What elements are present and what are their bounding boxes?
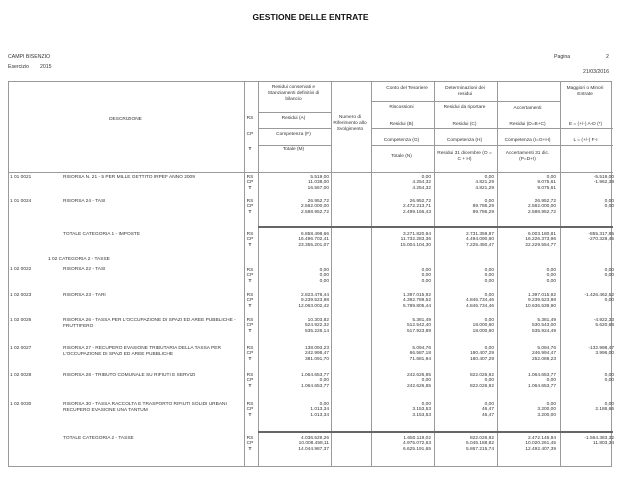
row-flag-t: T [248, 304, 252, 309]
row-flag-cp: CP [246, 204, 254, 209]
row-code: 1 01 0024 [10, 199, 32, 204]
value-d-cp: 246.994,47 [531, 351, 556, 356]
value-c-rs: 2.731.359,87 [465, 232, 494, 237]
value-a-rs: 0,00 [319, 268, 329, 273]
row-description: RISORSA 23 - TARI [63, 293, 106, 298]
row-code: 1 01 0021 [10, 175, 32, 180]
value-c-cp: 5.045.188,82 [465, 441, 494, 446]
row-flag-rs: RS [246, 318, 254, 323]
header-flag-rs: RS [246, 116, 254, 121]
value-c-rs: 0,00 [484, 318, 494, 323]
header-col-c-rs: Residui (C) [452, 122, 477, 127]
value-b-cp: 11.732.283,36 [400, 237, 431, 242]
value-d-rs: 1.064.653,77 [527, 373, 556, 378]
header-col-e-top: Maggiori o Minori Entrate [566, 86, 604, 97]
row-flag-t: T [248, 279, 252, 284]
report-title: GESTIONE DELLE ENTRATE [252, 12, 369, 22]
row-flag-t: T [248, 186, 252, 191]
value-b-cp: 66.587,18 [409, 351, 431, 356]
value-c-cp: 18.000,60 [472, 323, 494, 328]
row-flag-cp: CP [246, 180, 254, 185]
value-b-rs: 1.650.119,02 [403, 436, 431, 441]
value-d-t: 9.075,61 [537, 186, 556, 191]
value-a-cp: 16.496.702,41 [298, 237, 329, 242]
row-description: RISORSA 27 - RECUPERO EVASIONE TRIBUTARIA DELLA TASSA PER L'OCCUPAZIONE DI SPAZI ED AREE PUBBLICHE [63, 346, 221, 357]
row-flag-rs: RS [246, 346, 254, 351]
value-c-cp: 180.407,29 [469, 351, 494, 356]
value-d-t: 10.636.539,90 [525, 304, 556, 309]
header-col-c-cp: Competenza (H) [446, 138, 483, 143]
value-a-rs: 1.064.653,77 [300, 373, 329, 378]
page-label: Pagina [554, 54, 571, 60]
value-e-cp: 3.996,00 [595, 351, 614, 356]
header-col-e-rs: E = (+/-) A-D (*) [568, 122, 603, 127]
value-e-cp: -270.328,45 [588, 237, 614, 242]
value-b-rs: 5.381,49 [412, 318, 431, 323]
value-b-t: 0,00 [421, 279, 431, 284]
row-flag-cp: CP [246, 298, 254, 303]
row-description: RISORSA 28 - TRIBUTO COMUNALE SU RIFIUTI E SERVIZI [63, 373, 196, 378]
value-e-cp: 5.620,68 [595, 323, 614, 328]
row-code: 1 02 0027 [10, 346, 32, 351]
row-flag-cp: CP [246, 351, 254, 356]
header-col-d-cp: Competenza (I=G+H) [504, 138, 551, 143]
value-d-cp: 10.020.261,45 [525, 441, 556, 446]
row-flag-rs: RS [246, 402, 254, 407]
header-col-d-t: Accertamenti 31 dic. (P=D+I) [505, 151, 550, 162]
value-a-t: 1.013,34 [310, 413, 329, 418]
value-a-rs: 4.036.529,26 [300, 436, 329, 441]
value-b-t: 4.254,32 [412, 186, 431, 191]
value-e-cp: 0,00 [604, 378, 614, 383]
row-description: RISORSA 30 - TASSA RACCOLTA E TRASPORTO RIFIUTI SOLIDI URBANI RECUPERO EVASIONE UNA TANTUM [63, 402, 227, 413]
value-d-t: 252.089,23 [531, 357, 556, 362]
value-d-cp: 2.562.000,00 [527, 204, 556, 209]
value-b-rs: 26.952,72 [409, 199, 431, 204]
value-c-t: 46,47 [481, 413, 494, 418]
value-c-t: 0,00 [484, 279, 494, 284]
value-a-rs: 0,00 [319, 402, 329, 407]
value-a-cp: 11.038,00 [308, 180, 329, 185]
value-c-t: 89.786,29 [472, 210, 494, 215]
row-flag-t: T [248, 357, 252, 362]
value-c-cp: 4.821,29 [475, 180, 494, 185]
value-a-rs: 2.823.478,44 [300, 293, 329, 298]
row-code: 1 02 0026 [10, 318, 32, 323]
value-c-t: 5.867.215,74 [465, 447, 494, 452]
value-c-cp: 89.786,29 [472, 204, 494, 209]
row-flag-cp: CP [246, 237, 254, 242]
exercise-label: Esercizio [8, 64, 30, 70]
entity-name: CAMPI BISENZIO [8, 54, 51, 60]
header-descrizione: DESCRIZIONE [109, 117, 142, 122]
value-c-rs: 0,00 [484, 346, 494, 351]
category-heading: 1 02 CATEGORIA 2 - TASSE [48, 257, 110, 262]
value-a-cp: 524.922,32 [304, 323, 329, 328]
value-c-rs: 822.026,92 [469, 373, 494, 378]
header-col-c-t: Residui 31 dicembre (O = C + H) [437, 151, 492, 162]
value-c-t: 7.225.450,47 [465, 243, 494, 248]
row-description: RISORSA 24 - TASI [63, 199, 106, 204]
value-d-rs: 26.952,72 [534, 199, 556, 204]
value-e-cp: 0,00 [604, 298, 614, 303]
total-description: TOTALE CATEGORIA 2 - TASSE [63, 436, 134, 441]
value-e-cp: 0,00 [604, 204, 614, 209]
value-c-rs: 822.026,92 [469, 436, 494, 441]
value-d-t: 12.492.407,39 [525, 447, 556, 452]
total-description: TOTALE CATEGORIA 1 - IMPOSTE [63, 232, 141, 237]
value-b-rs: 242.626,85 [406, 373, 431, 378]
value-c-t: 4.821,29 [475, 186, 494, 191]
row-description: RISORSA N. 21 - 5 PER MILLE GETTITO IRPEF ANNO 2009 [63, 175, 195, 180]
value-d-rs: 5.381,49 [537, 318, 556, 323]
value-a-rs: 138.093,23 [304, 346, 329, 351]
row-flag-cp: CP [246, 273, 254, 278]
value-a-cp: 0,00 [319, 273, 329, 278]
value-e-rs: 0,00 [604, 402, 614, 407]
value-c-cp: 0,00 [484, 378, 494, 383]
exercise-year: 2015 [40, 64, 52, 70]
value-b-t: 5.789.805,44 [402, 304, 431, 309]
value-d-rs: 6.003.180,81 [527, 232, 556, 237]
value-d-t: 3.200,00 [537, 413, 556, 418]
value-a-cp: 0,00 [319, 378, 329, 383]
row-flag-t: T [248, 384, 252, 389]
value-b-cp: 3.153,53 [412, 407, 431, 412]
row-flag-rs: RS [246, 175, 254, 180]
header-col-a-cp: Competenza (F) [276, 132, 311, 137]
value-e-rs: -132.998,47 [588, 346, 614, 351]
value-c-rs: 0,00 [484, 199, 494, 204]
value-c-cp: 46,47 [481, 407, 494, 412]
value-e-cp: 0,00 [604, 273, 614, 278]
header-flag-cp: CP [246, 132, 254, 137]
value-b-t: 517.923,89 [406, 329, 431, 334]
header-col-a-top: Residui conservati e Stanziamenti definitivi di bilancio [267, 85, 320, 102]
row-flag-rs: RS [246, 268, 254, 273]
row-code: 1 02 0030 [10, 402, 32, 407]
value-d-t: 22.229.554,77 [525, 243, 556, 248]
row-flag-cp: CP [246, 441, 254, 446]
value-c-t: 18.000,60 [472, 329, 494, 334]
value-a-rs: 10.303,82 [307, 318, 329, 323]
value-b-rs: 0,00 [421, 175, 431, 180]
value-d-rs: 2.472.145,94 [527, 436, 556, 441]
value-b-rs: 0,00 [421, 268, 431, 273]
value-d-rs: 0,00 [546, 175, 556, 180]
row-flag-rs: RS [246, 293, 254, 298]
value-d-rs: 0,00 [546, 268, 556, 273]
value-d-cp: 9.239.523,98 [527, 298, 556, 303]
value-d-rs: 5.094,76 [537, 346, 556, 351]
value-a-rs: 5.519,00 [310, 175, 329, 180]
row-flag-rs: RS [246, 199, 254, 204]
value-c-cp: 0,00 [484, 273, 494, 278]
value-a-cp: 242.998,47 [304, 351, 329, 356]
value-e-rs: -1.426.462,52 [584, 293, 614, 298]
row-code: 1 02 0022 [10, 267, 32, 272]
row-flag-t: T [248, 329, 252, 334]
value-b-cp: 0,00 [421, 378, 431, 383]
header-col-a-rs: Residui (A) [281, 116, 306, 121]
header-col-c-top: Determinazioni dei residui [445, 86, 485, 97]
value-e-rs: 0,00 [604, 268, 614, 273]
value-a-t: 12.063.002,42 [298, 304, 329, 309]
row-flag-t: T [248, 210, 252, 215]
header-col-b-sub: Riscossioni [389, 105, 414, 110]
value-a-cp: 9.239.523,98 [300, 298, 329, 303]
value-e-rs: -5.519,00 [593, 175, 614, 180]
value-d-cp: 3.200,00 [537, 407, 556, 412]
value-c-t: 180.407,29 [469, 357, 494, 362]
report-date: 21/03/2016 [583, 69, 609, 75]
value-a-t: 535.226,14 [304, 329, 329, 334]
value-d-rs: 1.397.015,92 [527, 293, 556, 298]
value-c-rs: 0,00 [484, 175, 494, 180]
value-c-t: 4.846.734,46 [465, 304, 494, 309]
row-code: 1 02 0023 [10, 293, 32, 298]
value-d-cp: 0,00 [546, 273, 556, 278]
value-a-rs: 26.952,72 [307, 199, 329, 204]
value-a-t: 381.091,70 [304, 357, 329, 362]
value-b-cp: 0,00 [421, 273, 431, 278]
row-flag-cp: CP [246, 323, 254, 328]
row-flag-rs: RS [246, 436, 254, 441]
value-d-cp: 0,00 [546, 378, 556, 383]
value-a-cp: 10.008.458,11 [298, 441, 329, 446]
value-b-t: 71.681,94 [409, 357, 431, 362]
value-d-cp: 9.075,61 [537, 180, 556, 185]
value-c-cp: 4.846.734,46 [465, 298, 494, 303]
value-b-t: 3.153,53 [412, 413, 431, 418]
value-d-t: 1.064.653,77 [527, 384, 556, 389]
header-col-b-t: Totale (N) [391, 154, 412, 159]
row-flag-t: T [248, 413, 252, 418]
row-description: RISORSA 22 - TASI [63, 267, 106, 272]
header-col-d-sub: Accertamenti [513, 106, 542, 111]
value-a-t: 1.064.653,77 [300, 384, 329, 389]
page-number: 2 [606, 54, 609, 60]
value-c-rs: 0,00 [484, 268, 494, 273]
value-e-rs: 0,00 [604, 373, 614, 378]
row-flag-t: T [248, 243, 252, 248]
value-e-cp: 2.186,66 [595, 407, 614, 412]
value-a-t: 23.355.201,07 [298, 243, 329, 248]
value-a-t: 16.557,00 [307, 186, 329, 191]
header-col-c-sub: Residui da riportare [443, 105, 486, 110]
value-d-t: 2.588.952,72 [527, 210, 556, 215]
row-flag-rs: RS [246, 373, 254, 378]
header-col-b-top: Conto del Tesoriere [386, 86, 428, 91]
value-e-rs: -4.922,33 [593, 318, 614, 323]
value-a-rs: 6.858.498,66 [300, 232, 329, 237]
value-d-cp: 16.226.373,96 [525, 237, 556, 242]
value-e-cp: -1.962,39 [593, 180, 614, 185]
value-a-cp: 2.562.000,00 [300, 204, 329, 209]
header-flag-t: T [248, 147, 252, 152]
value-d-t: 0,00 [546, 279, 556, 284]
header-col-e-cp: L = (+/-) F-I [573, 138, 598, 143]
value-b-cp: 512.542,40 [406, 323, 431, 328]
value-b-cp: 2.472.213,71 [402, 204, 431, 209]
row-code: 1 02 0028 [10, 373, 32, 378]
header-numero-riferimento: Numero di Riferimento allo Svolgimento [333, 115, 367, 132]
row-flag-cp: CP [246, 407, 254, 412]
value-b-t: 242.626,85 [406, 384, 431, 389]
value-b-rs: 5.094,76 [412, 346, 431, 351]
value-a-t: 2.588.952,72 [300, 210, 329, 215]
value-c-rs: 0,00 [484, 293, 494, 298]
value-b-rs: 3.271.820,94 [402, 232, 431, 237]
header-col-d-rs: Residui (D=B+C) [509, 122, 546, 127]
value-c-cp: 4.494.090,60 [465, 237, 494, 242]
value-b-rs: 1.397.015,92 [402, 293, 431, 298]
value-e-rs: -1.564.383,32 [584, 436, 614, 441]
value-b-rs: 0,00 [421, 402, 431, 407]
header-col-a-t: Totale (M) [282, 147, 305, 152]
value-e-rs: -855.317,85 [588, 232, 614, 237]
value-a-t: 0,00 [319, 279, 329, 284]
row-flag-rs: RS [246, 232, 254, 237]
value-b-cp: 4.392.789,52 [402, 298, 431, 303]
value-a-cp: 1.013,34 [310, 407, 329, 412]
value-b-t: 15.004.104,30 [400, 243, 431, 248]
row-flag-t: T [248, 447, 252, 452]
row-description: RISORSA 26 - TASSA PER L'OCCUPAZIONE DI SPAZI ED AREE PUBBLICHE -FRUTTIFERO [63, 318, 236, 329]
header-col-b-rs: Residui (B) [389, 122, 414, 127]
value-b-t: 6.625.191,65 [402, 447, 431, 452]
value-e-rs: 0,00 [604, 199, 614, 204]
row-flag-cp: CP [246, 378, 254, 383]
value-d-t: 535.924,49 [531, 329, 556, 334]
value-c-rs: 0,00 [484, 402, 494, 407]
value-b-cp: 4.254,32 [412, 180, 431, 185]
value-e-cp: 11.803,34 [593, 441, 614, 446]
value-c-t: 822.026,92 [469, 384, 494, 389]
value-d-rs: 0,00 [546, 402, 556, 407]
value-b-cp: 4.975.072,63 [402, 441, 431, 446]
value-d-cp: 530.543,00 [531, 323, 556, 328]
value-b-t: 2.499.166,43 [402, 210, 431, 215]
value-a-t: 14.044.987,37 [298, 447, 329, 452]
header-col-b-cp: Competenza (G) [383, 138, 420, 143]
